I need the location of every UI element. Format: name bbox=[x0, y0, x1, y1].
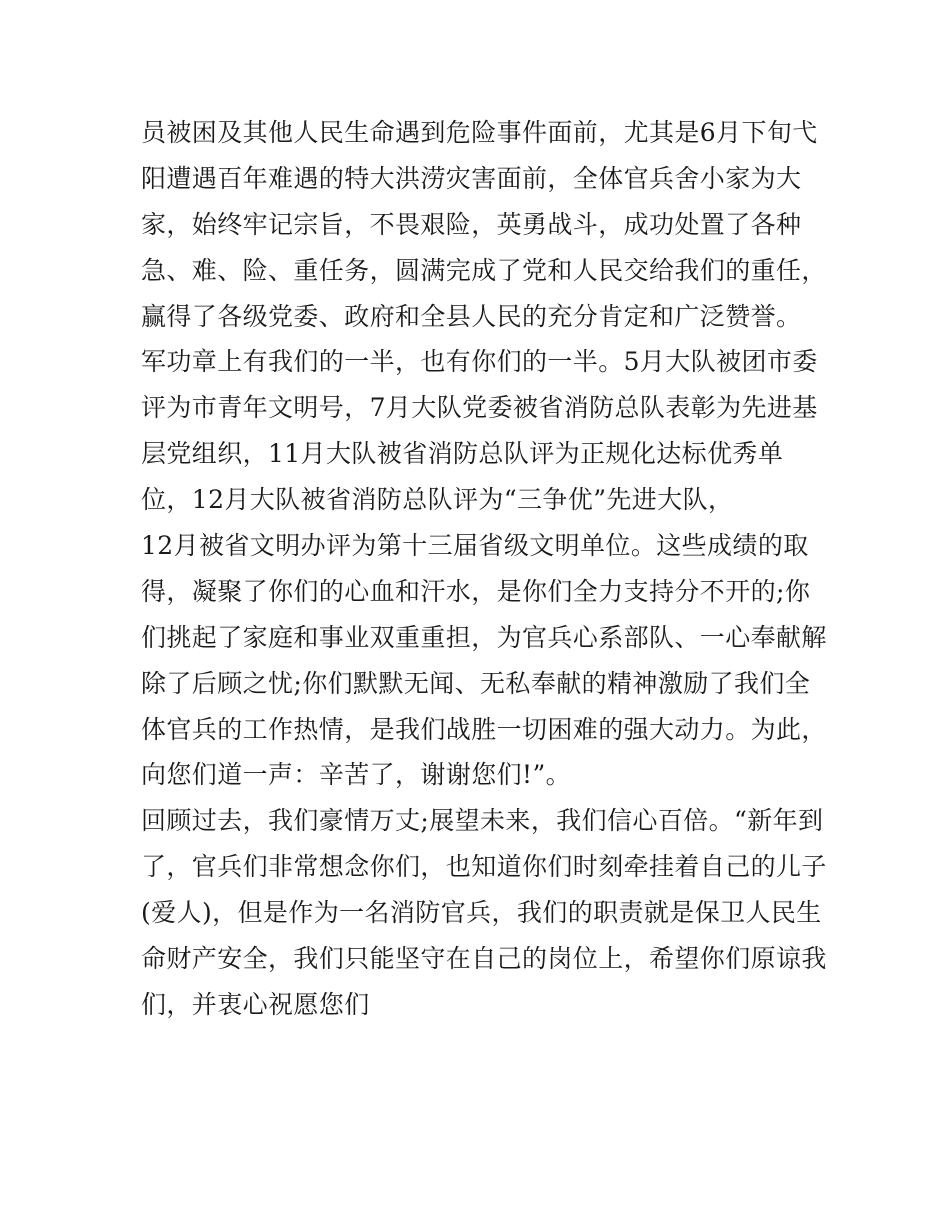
text-line: 除了后顾之忧;你们默默无闻、无私奉献的精神激励了我们全 bbox=[141, 668, 811, 698]
text-line: 层党组织，11月大队被省消防总队评为正规化达标优秀单 bbox=[141, 439, 784, 469]
text-line: 员被困及其他人民生命遇到危险事件面前，尤其是6月下旬弋 bbox=[141, 118, 818, 147]
text-line: 军功章上有我们的一半，也有你们的一半。5月大队被团市委 bbox=[141, 347, 818, 377]
text-line: 了，官兵们非常想念你们，也知道你们时刻牵挂着自己的儿子 bbox=[141, 852, 827, 882]
text-line: 回顾过去，我们豪情万丈;展望未来，我们信心百倍。“新年到 bbox=[141, 806, 824, 836]
text-line: (爱人)，但是作为一名消防官兵，我们的职责就是保卫人民生 bbox=[141, 898, 822, 928]
text-line: 体官兵的工作热情，是我们战胜一切困难的强大动力。为此， bbox=[141, 714, 827, 744]
text-line: 阳遭遇百年难遇的特大洪涝灾害面前，全体官兵舍小家为大 bbox=[141, 163, 802, 193]
text-line: 评为市青年文明号，7月大队党委被省消防总队表彰为先进基 bbox=[141, 393, 818, 423]
text-line: 赢得了各级党委、政府和全县人民的充分肯定和广泛赞誉。 bbox=[141, 301, 802, 331]
text-line: 12月被省文明办评为第十三届省级文明单位。这些成绩的取 bbox=[141, 531, 809, 561]
text-line: 得，凝聚了你们的心血和汗水，是你们全力支持分不开的;你 bbox=[141, 576, 811, 606]
text-line: 命财产安全，我们只能坚守在自己的岗位上，希望你们原谅我 bbox=[141, 944, 827, 974]
body-text bbox=[141, 110, 827, 1028]
text-line: 急、难、险、重任务，圆满完成了党和人民交给我们的重任， bbox=[141, 255, 827, 285]
text-line: 家，始终牢记宗旨，不畏艰险，英勇战斗，成功处置了各种 bbox=[141, 209, 802, 239]
text-line: 们挑起了家庭和事业双重重担，为官兵心系部队、一心奉献解 bbox=[141, 622, 827, 652]
text-line: 位，12月大队被省消防总队评为“三争优”先进大队， bbox=[141, 485, 734, 515]
text-line: 向您们道一声：辛苦了，谢谢您们!”。 bbox=[141, 760, 572, 790]
text-line: 们，并衷心祝愿您们 bbox=[141, 989, 370, 1019]
